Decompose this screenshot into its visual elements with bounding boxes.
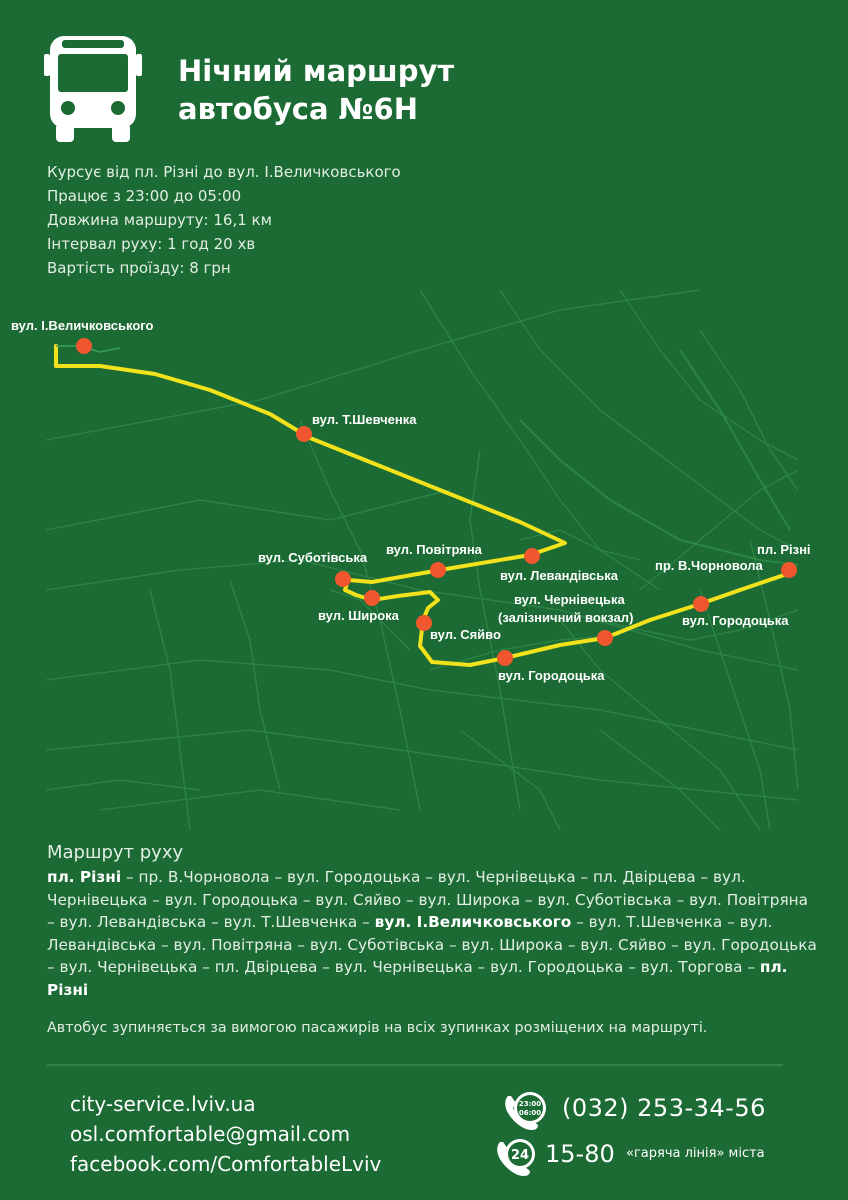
- website-link[interactable]: city-service.lviv.ua: [70, 1092, 256, 1116]
- stop-label-levandivska: вул. Левандівська: [500, 568, 618, 583]
- info-interval: Інтервал руху: 1 год 20 хв: [47, 235, 256, 253]
- stop-label-horodotska-1: вул. Городоцька: [498, 668, 605, 683]
- phone-clock-icon: [500, 1090, 550, 1134]
- bus-icon: [44, 36, 142, 142]
- route-end: пл. Різні: [47, 958, 788, 999]
- phone-number[interactable]: (032) 253-34-56: [562, 1094, 766, 1122]
- divider: [47, 1064, 783, 1066]
- hotline-label: «гаряча лінія» міста: [626, 1146, 765, 1161]
- stop-label-velychkovskoho: вул. І.Величковського: [11, 318, 154, 333]
- stop-label-povitriana: вул. Повітряна: [386, 542, 482, 557]
- route-info: [47, 160, 401, 280]
- title-line-1: Нічний маршрут: [178, 54, 455, 88]
- page-title: [178, 52, 454, 128]
- stop-povitriana: [430, 562, 446, 578]
- stop-label-rizni: пл. Різні: [757, 542, 811, 557]
- stop-chernivetska: [597, 630, 613, 646]
- stop-label-subotivska: вул. Суботівська: [258, 550, 368, 565]
- route-map: [0, 290, 848, 830]
- route-turnaround: вул. І.Величковського: [374, 913, 572, 932]
- route-part-2: – вул. Т.Шевченка – вул. Левандівська – вул. Повітряна – вул. Суботівська – вул. Широка – вул. Сяйво – вул. Городоцька – вул. Чернівецька – пл. Двірцева – вул. Чернівецька – вул. Городоцька – вул. Торгова –: [47, 913, 817, 977]
- stop-label-shyroka: вул. Широка: [318, 608, 399, 623]
- map-background-streets-light: [520, 350, 798, 565]
- stop-levandivska: [524, 548, 540, 564]
- route-part-1: – пр. В.Чорновола – вул. Городоцька – вул. Чернівецька – пл. Двірцева – вул. Чернівецька – вул. Городоцька – вул. Сяйво – вул. Широка – вул. Суботівська – вул. Повітряна – вул. Левандівська – вул. Т.Шевченка –: [47, 868, 809, 932]
- stop-label-horodotska-2: вул. Городоцька: [682, 613, 789, 628]
- info-length: Довжина маршруту: 16,1 км: [47, 211, 272, 229]
- stop-label-chornovola: пр. В.Чорновола: [655, 558, 763, 573]
- stop-subotivska: [335, 571, 351, 587]
- stop-on-request-note: Автобус зупиняється за вимогою пасажирів на всіх зупинках розміщених на маршруті.: [47, 1020, 708, 1036]
- stop-labels: [11, 318, 811, 683]
- stop-rizni: [781, 562, 797, 578]
- hotline-badge: 24: [510, 1148, 530, 1163]
- stop-horodotska-1: [497, 650, 513, 666]
- phone-hours-bottom: 06:00: [518, 1109, 542, 1117]
- hotline-number[interactable]: 15-80: [545, 1140, 615, 1168]
- stop-shevchenka: [296, 426, 312, 442]
- stop-label-shevchenka: вул. Т.Шевченка: [312, 412, 417, 427]
- route-description: [47, 866, 817, 1002]
- email-link[interactable]: osl.comfortable@gmail.com: [70, 1122, 351, 1146]
- stop-velychkovskoho: [76, 338, 92, 354]
- info-fare: Вартість проїзду: 8 грн: [47, 259, 231, 277]
- route-start: пл. Різні: [47, 868, 122, 886]
- stop-horodotska-2: [693, 596, 709, 612]
- info-hours: Працює з 23:00 до 05:00: [47, 187, 242, 205]
- stop-label-siaivo: вул. Сяйво: [430, 627, 501, 642]
- stop-shyroka: [364, 590, 380, 606]
- facebook-link[interactable]: facebook.com/ComfortableLviv: [70, 1152, 382, 1176]
- title-line-2: автобуса №6Н: [178, 92, 419, 126]
- info-route-endpoints: Курсує від пл. Різні до вул. І.Величковського: [47, 163, 401, 181]
- phone-24-icon: [492, 1136, 542, 1180]
- stop-label-chernivetska-line2: (залізничний вокзал): [498, 610, 634, 625]
- route-heading: Маршрут руху: [47, 842, 184, 863]
- stop-label-chernivetska-line1: вул. Чернівецька: [514, 592, 625, 607]
- phone-hours-top: 23:00: [518, 1100, 542, 1108]
